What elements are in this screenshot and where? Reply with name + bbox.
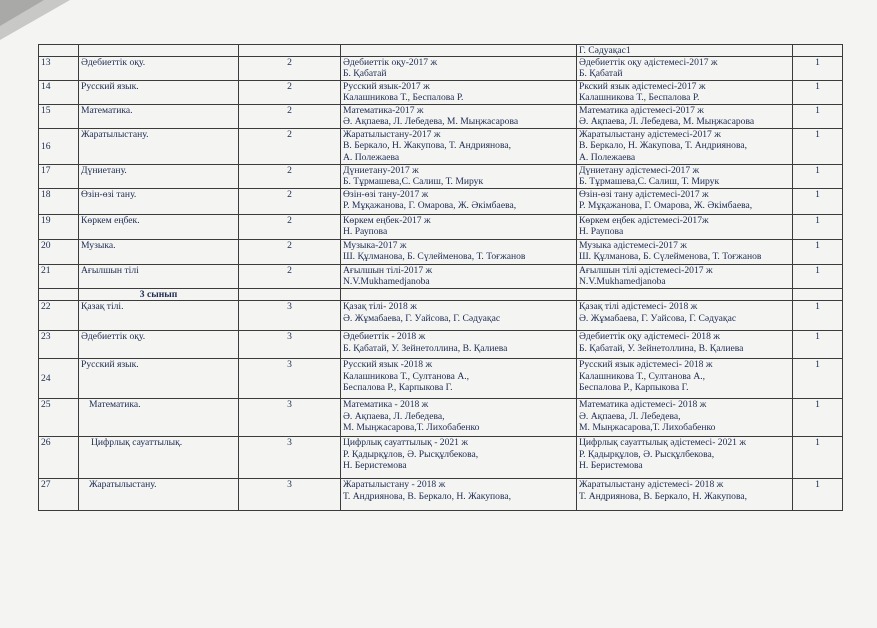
quantity-value: 1 (793, 331, 843, 359)
subject-name: Математика. (79, 399, 239, 437)
table-row (39, 301, 843, 331)
row-number: 22 (39, 301, 79, 331)
row-number: 26 (39, 437, 79, 479)
quantity-value: 1 (793, 240, 843, 265)
hours-value: 3 (239, 437, 341, 479)
table-row (39, 265, 843, 289)
guide-cell: Қазақ тілі әдістемесі- 2018 ж Ә. Жұмабаева, Г. Уайсова, Г. Сәдуақас (577, 301, 793, 331)
quantity-value: 1 (793, 301, 843, 331)
guide-cell: Жаратылыстану әдістемесі- 2018 ж Т. Андриянова, В. Беркало, Н. Жакупова, (577, 479, 793, 511)
section-title: 3 сынып (79, 289, 239, 301)
row-number: 15 (39, 105, 79, 129)
textbook-table (38, 44, 843, 511)
table-row (39, 215, 843, 240)
hours-value: 2 (239, 57, 341, 81)
textbook-cell: Цифрлық сауаттылық - 2021 ж Р. Қадырқұлов, Ә. Рысқұлбекова, Н. Беристемова (341, 437, 577, 479)
table-row (39, 57, 843, 81)
subject-name: Русский язык. (79, 81, 239, 105)
subject-name: Жаратылыстану. (79, 479, 239, 511)
subject-name: Дүниетану. (79, 165, 239, 189)
subject-name: Әдебиеттік оқу. (79, 331, 239, 359)
quantity-value: 1 (793, 129, 843, 165)
hours-value: 2 (239, 81, 341, 105)
quantity-value: 1 (793, 57, 843, 81)
textbook-cell: Математика - 2018 ж Ә. Ақпаева, Л. Лебедева, М. Мыңжасарова,Т. Лихобабенко (341, 399, 577, 437)
hours-value: 2 (239, 165, 341, 189)
quantity-value: 1 (793, 189, 843, 215)
table-row (39, 81, 843, 105)
guide-cell: Ркский язык әдістемесі-2017 ж Калашникова Т., Беспалова Р. (577, 81, 793, 105)
quantity-value: 1 (793, 399, 843, 437)
row-number: 23 (39, 331, 79, 359)
table-row (39, 331, 843, 359)
row-number: 21 (39, 265, 79, 289)
subject-name: Өзін-өзі тану. (79, 189, 239, 215)
hours-value: 3 (239, 331, 341, 359)
subject-name: Көркем еңбек. (79, 215, 239, 240)
row-number: 20 (39, 240, 79, 265)
row-number: 16 (39, 129, 79, 165)
guide-cell: Дүниетану әдістемесі-2017 ж Б. Тұрмашева,С. Салиш, Т. Мирук (577, 165, 793, 189)
quantity-value: 1 (793, 265, 843, 289)
page-fold-corner (0, 0, 44, 26)
quantity-value: 1 (793, 479, 843, 511)
quantity-value: 1 (793, 81, 843, 105)
textbook-cell: Көркем еңбек-2017 ж Н. Раупова (341, 215, 577, 240)
quantity-value: 1 (793, 165, 843, 189)
table-row (39, 165, 843, 189)
textbook-cell: Қазақ тілі- 2018 ж Ә. Жұмабаева, Г. Уайсова, Г. Сәдуақас (341, 301, 577, 331)
hours-value: 2 (239, 129, 341, 165)
quantity-value: 1 (793, 359, 843, 399)
guide-cell: Көркем еңбек әдістемесі-2017ж Н. Раупова (577, 215, 793, 240)
guide-cell: Әдебиеттік оқу әдістемесі-2017 ж Б. Қабатай (577, 57, 793, 81)
textbook-cell: Ағылшын тілі-2017 ж N.V.Mukhamedjanoba (341, 265, 577, 289)
subject-name: Математика. (79, 105, 239, 129)
hours-value: 2 (239, 215, 341, 240)
quantity-value: 1 (793, 437, 843, 479)
row-number: 18 (39, 189, 79, 215)
textbook-cell: Әдебиеттік - 2018 ж Б. Қабатай, У. Зейнетоллина, В. Қалиева (341, 331, 577, 359)
table-row (39, 129, 843, 165)
subject-name: Цифрлық сауаттылық. (79, 437, 239, 479)
continued-guide-cell: Г. Сәдуақас1 (577, 45, 793, 57)
row-number: 13 (39, 57, 79, 81)
guide-cell: Жаратылыстану әдістемесі-2017 ж В. Беркало, Н. Жакупова, Т. Андриянова, А. Полежаева (577, 129, 793, 165)
table-row (39, 437, 843, 479)
guide-cell: Музыка әдістемесі-2017 ж Ш. Құлманова, Б. Сүлейменова, Т. Тоғжанов (577, 240, 793, 265)
guide-cell: Цифрлық сауаттылық әдістемесі- 2021 ж Р. Қадырқұлов, Ә. Рысқұлбекова, Н. Беристемова (577, 437, 793, 479)
row-number: 24 (39, 359, 79, 399)
textbook-cell: Дүниетану-2017 ж Б. Тұрмашева,С. Салиш, Т. Мирук (341, 165, 577, 189)
textbook-cell: Әдебиеттік оқу-2017 ж Б. Қабатай (341, 57, 577, 81)
guide-cell: Өзін-өзі тану әдістемесі-2017 ж Р. Мұқажанова, Г. Омарова, Ж. Әкімбаева, (577, 189, 793, 215)
textbook-cell: Музыка-2017 ж Ш. Құлманова, Б. Сүлейменова, Т. Тоғжанов (341, 240, 577, 265)
guide-cell: Русский язык әдістемесі- 2018 ж Калашникова Т., Султанова А., Беспалова Р., Карпыкова Г. (577, 359, 793, 399)
row-number: 17 (39, 165, 79, 189)
table-row (39, 189, 843, 215)
row-number: 27 (39, 479, 79, 511)
subject-name: Музыка. (79, 240, 239, 265)
guide-cell: Ағылшын тілі әдістемесі-2017 ж N.V.Mukhamedjanoba (577, 265, 793, 289)
textbook-cell: Өзін-өзі тану-2017 ж Р. Мұқажанова, Г. Омарова, Ж. Әкімбаева, (341, 189, 577, 215)
guide-cell: Математика әдістемесі- 2018 ж Ә. Ақпаева, Л. Лебедева, М. Мыңжасарова,Т. Лихобабенко (577, 399, 793, 437)
hours-value: 2 (239, 105, 341, 129)
hours-value: 2 (239, 189, 341, 215)
table-row (39, 479, 843, 511)
hours-value: 3 (239, 479, 341, 511)
guide-cell: Әдебиеттік оқу әдістемесі- 2018 ж Б. Қабатай, У. Зейнетоллина, В. Қалиева (577, 331, 793, 359)
continued-book-cell (341, 45, 577, 57)
hours-value: 3 (239, 301, 341, 331)
textbook-cell: Жаратылыстану-2017 ж В. Беркало, Н. Жакупова, Т. Андриянова, А. Полежаева (341, 129, 577, 165)
textbook-cell: Русский язык-2017 ж Калашникова Т., Беспалова Р. (341, 81, 577, 105)
textbook-cell: Жаратылыстану - 2018 ж Т. Андриянова, В. Беркало, Н. Жакупова, (341, 479, 577, 511)
table-row (39, 359, 843, 399)
subject-name: Әдебиеттік оқу. (79, 57, 239, 81)
hours-value: 3 (239, 399, 341, 437)
textbook-cell: Математика-2017 ж Ә. Ақпаева, Л. Лебедева, М. Мыңжасарова (341, 105, 577, 129)
subject-name: Русский язык. (79, 359, 239, 399)
subject-name: Қазақ тілі. (79, 301, 239, 331)
row-number: 14 (39, 81, 79, 105)
row-number: 25 (39, 399, 79, 437)
hours-value: 2 (239, 265, 341, 289)
table-row-continued (39, 45, 843, 57)
guide-cell: Математика әдістемесі-2017 ж Ә. Ақпаева, Л. Лебедева, М. Мыңжасарова (577, 105, 793, 129)
subject-name: Ағылшын тілі (79, 265, 239, 289)
subject-name: Жаратылыстану. (79, 129, 239, 165)
table-row (39, 399, 843, 437)
quantity-value: 1 (793, 215, 843, 240)
table-row (39, 240, 843, 265)
hours-value: 2 (239, 240, 341, 265)
table-row (39, 105, 843, 129)
row-number: 19 (39, 215, 79, 240)
section-header-row (39, 289, 843, 301)
textbook-cell: Русский язык -2018 ж Калашникова Т., Султанова А., Беспалова Р., Карпыкова Г. (341, 359, 577, 399)
hours-value: 3 (239, 359, 341, 399)
quantity-value: 1 (793, 105, 843, 129)
